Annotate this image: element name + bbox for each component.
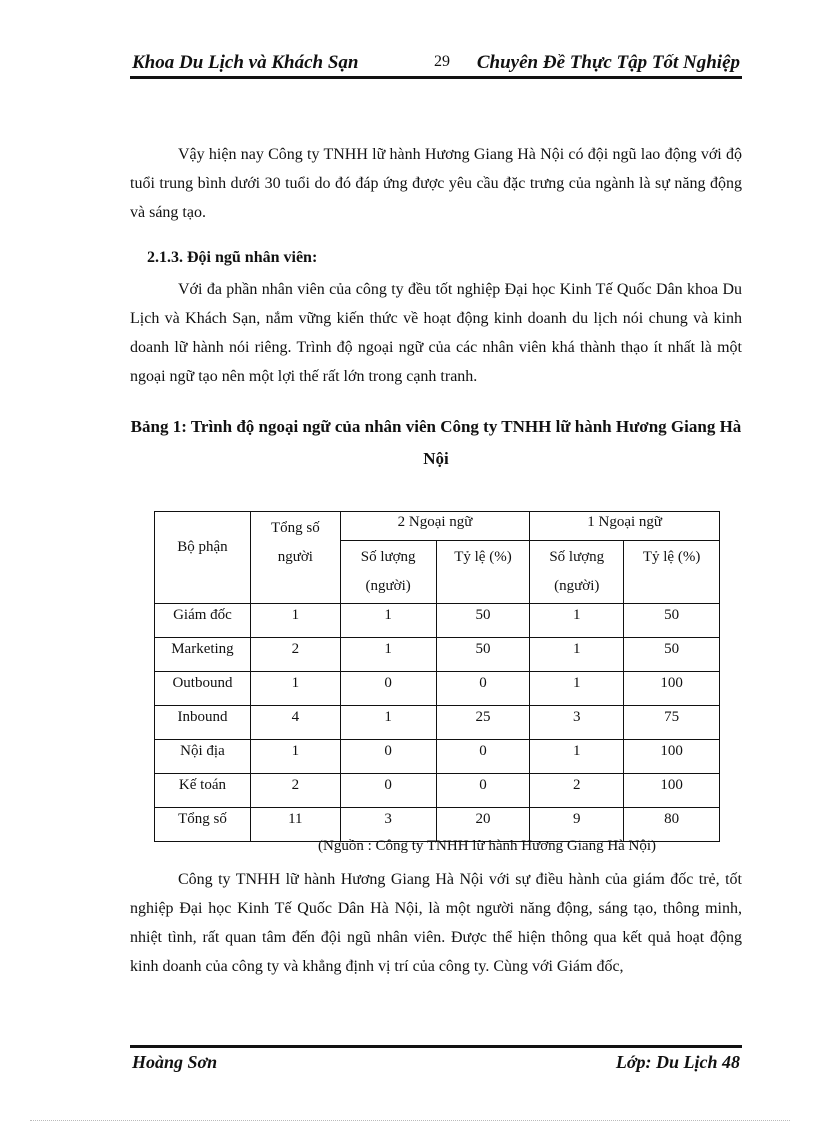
table-cell: 100	[624, 740, 720, 774]
table-cell: 1	[250, 740, 340, 774]
table-cell: Outbound	[155, 672, 251, 706]
table-cell: 3	[530, 706, 624, 740]
table-cell: 50	[436, 604, 530, 638]
table-header-row	[155, 512, 720, 541]
page-header	[130, 50, 742, 76]
table-cell: 2	[250, 774, 340, 808]
header-count-one: Số lượng (người)	[530, 541, 624, 604]
table-cell: 100	[624, 774, 720, 808]
header-department: Bộ phận	[155, 512, 251, 604]
header-faculty: Khoa Du Lịch và Khách Sạn	[132, 52, 359, 73]
table-cell: 1	[340, 604, 436, 638]
header-two-languages: 2 Ngoại ngữ	[340, 512, 530, 541]
table-cell: 2	[530, 774, 624, 808]
table-cell: Inbound	[155, 706, 251, 740]
language-table	[154, 511, 720, 842]
table-total-row	[155, 808, 720, 842]
footer-class: Lớp: Du Lịch 48	[615, 1052, 740, 1072]
table-cell: Giám đốc	[155, 604, 251, 638]
table-cell: 1	[530, 740, 624, 774]
table-row	[155, 774, 720, 808]
table-cell: Kế toán	[155, 774, 251, 808]
table-cell: 9	[530, 808, 624, 842]
paragraph-intro	[130, 140, 742, 227]
table-cell: 1	[530, 604, 624, 638]
table-cell: 1	[530, 672, 624, 706]
table-cell: 25	[436, 706, 530, 740]
table-row	[155, 638, 720, 672]
table-cell: 1	[250, 604, 340, 638]
header-report-title: Chuyên Đề Thực Tập Tốt Nghiệp	[476, 52, 740, 73]
table-cell: Marketing	[155, 638, 251, 672]
header-ratio-one: Tỷ lệ (%)	[624, 541, 720, 604]
table-cell: 100	[624, 672, 720, 706]
table-cell: Nội địa	[155, 740, 251, 774]
table-cell: 4	[250, 706, 340, 740]
table-cell: 50	[624, 638, 720, 672]
table-cell: 0	[436, 774, 530, 808]
header-ratio-two: Tỷ lệ (%)	[436, 541, 530, 604]
table-cell: 0	[436, 740, 530, 774]
table-cell: 2	[250, 638, 340, 672]
table-row	[155, 706, 720, 740]
table-cell: 3	[340, 808, 436, 842]
table-cell: 80	[624, 808, 720, 842]
table-cell: 0	[340, 774, 436, 808]
footer-divider	[130, 1045, 742, 1048]
table-cell: 1	[340, 706, 436, 740]
table-cell: 0	[436, 672, 530, 706]
table-row	[155, 604, 720, 638]
table-cell: 0	[340, 740, 436, 774]
paragraph-staff	[130, 275, 742, 391]
paragraph-director	[130, 865, 742, 981]
paragraph-staff-text: Với đa phần nhân viên của công ty đều tốt nghiệp Đại học Kinh Tế Quốc Dân khoa Du Lịch và Khách Sạn, nắm vững kiến thức về hoạt động kinh doanh du lịch nói chung và kinh doanh lữ hành nói riêng. Trình độ ngoại ngữ của các nhân viên khá thành thạo ít nhất là một ngoại ngữ tạo nên một lợi thế rất lớn trong cạnh tranh.	[130, 281, 742, 385]
table-cell: 20	[436, 808, 530, 842]
table-caption: Bảng 1: Trình độ ngoại ngữ của nhân viên Công ty TNHH lữ hành Hương Giang Hà Nội	[130, 417, 742, 468]
page-edge-divider	[30, 1120, 790, 1121]
table-cell: 11	[250, 808, 340, 842]
table-cell: 50	[436, 638, 530, 672]
table-cell: 1	[530, 638, 624, 672]
header-divider	[130, 76, 742, 79]
table-cell: 0	[340, 672, 436, 706]
table-cell: 1	[340, 638, 436, 672]
header-total: Tổng số người	[250, 512, 340, 604]
footer-author: Hoàng Sơn	[132, 1052, 218, 1072]
table-row	[155, 672, 720, 706]
table-cell: Tổng số	[155, 808, 251, 842]
header-count-two: Số lượng (người)	[340, 541, 436, 604]
page-footer	[130, 1052, 742, 1078]
paragraph-director-text: Công ty TNHH lữ hành Hương Giang Hà Nội với sự điều hành của giám đốc trẻ, tốt nghiệp Đại học Kinh Tế Quốc Dân Hà Nội, là một người năng động, sáng tạo, thông minh, nhiệt tình, rất quan tâm đến đội ngũ nhân viên. Được thể hiện thông qua kết quả hoạt động kinh doanh của công ty và khẳng định vị trí của công ty. Cùng với Giám đốc,	[130, 871, 742, 975]
table-cell: 75	[624, 706, 720, 740]
table-source: (Nguồn : Công ty TNHH lữ hành Hương Giang Hà Nội)	[318, 838, 657, 854]
table-row	[155, 740, 720, 774]
page-number: 29	[434, 53, 450, 70]
section-heading: 2.1.3. Đội ngũ nhân viên:	[147, 249, 318, 266]
header-one-language: 1 Ngoại ngữ	[530, 512, 720, 541]
table-cell: 1	[250, 672, 340, 706]
table-cell: 50	[624, 604, 720, 638]
paragraph-intro-text: Vậy hiện nay Công ty TNHH lữ hành Hương Giang Hà Nội có đội ngũ lao động với độ tuổi trung bình dưới 30 tuổi do đó đáp ứng được yêu cầu đặc trưng của ngành là sự năng động và sáng tạo.	[130, 146, 742, 221]
